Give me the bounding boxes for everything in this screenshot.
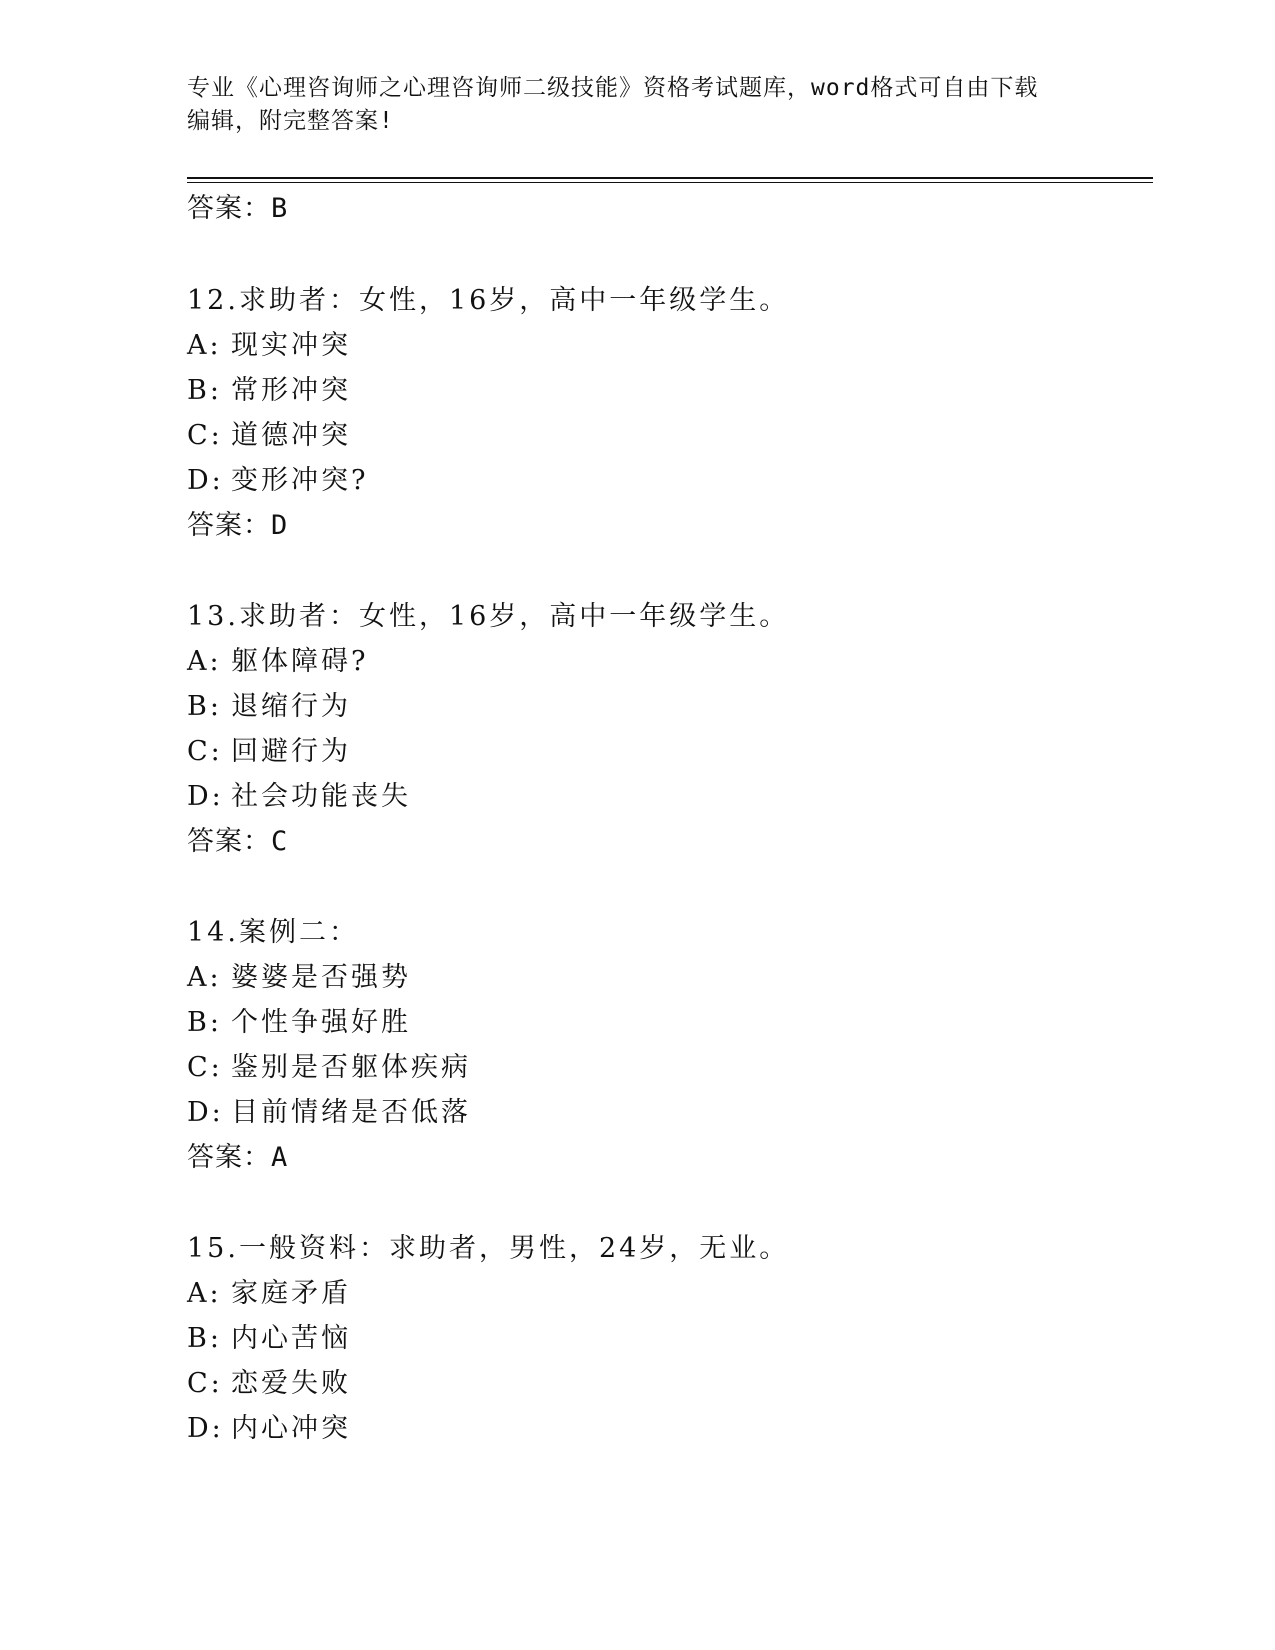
option-text: 家庭矛盾 [231,1278,351,1309]
option-text: 目前情绪是否低落 [231,1097,471,1128]
question-15-option-b [187,1322,351,1356]
question-12-stem: 12.求助者：女性，16岁，高中一年级学生。 [187,285,790,316]
option-text: 个性争强好胜 [231,1007,411,1038]
header-line-1: 专业《心理咨询师之心理咨询师二级技能》资格考试题库，word格式可自由下载 [187,75,1039,101]
option-key: D: [187,1413,224,1444]
question-13-option-a [187,645,368,679]
option-text: 退缩行为 [231,691,351,722]
option-key: C: [187,1368,223,1399]
question-14-stem: 14.案例二： [187,917,359,948]
option-key: A: [187,646,222,677]
question-14-option-a [187,961,411,995]
question-14-option-b [187,1006,411,1040]
question-13-stem: 13.求助者：女性，16岁，高中一年级学生。 [187,601,790,632]
option-key: D: [187,465,224,496]
option-text: 内心苦恼 [231,1323,351,1354]
option-key: C: [187,736,223,767]
option-text: 现实冲突 [231,330,351,361]
option-key: B: [187,691,222,722]
option-key: B: [187,1323,222,1354]
option-key: B: [187,1007,222,1038]
question-12-option-a [187,329,351,363]
option-text: 变形冲突? [231,465,369,496]
option-text: 常形冲突 [231,375,351,406]
option-key: B: [187,375,222,406]
question-13-answer: 答案：C [187,826,289,857]
question-14-option-c [187,1051,471,1085]
question-15-option-c [187,1367,351,1401]
question-12-option-c [187,419,351,453]
question-14-answer: 答案：A [187,1142,289,1173]
question-12-answer: 答案：D [187,510,289,541]
question-15-stem: 15.一般资料：求助者，男性，24岁，无业。 [187,1233,790,1264]
option-key: C: [187,420,223,451]
option-text: 回避行为 [231,736,351,767]
option-key: D: [187,1097,224,1128]
document-header [187,72,1067,138]
option-text: 鉴别是否躯体疾病 [231,1052,471,1083]
question-15-option-a [187,1277,351,1311]
option-text: 躯体障碍? [231,646,369,677]
question-15-option-d [187,1412,351,1446]
option-text: 恋爱失败 [231,1368,351,1399]
option-key: D: [187,781,224,812]
question-12-option-b [187,374,351,408]
answer-previous: 答案：B [187,193,289,224]
option-key: A: [187,330,222,361]
question-12-option-d [187,464,368,498]
option-text: 道德冲突 [231,420,351,451]
header-divider-thin [187,182,1153,183]
question-14-option-d [187,1096,471,1130]
option-key: C: [187,1052,223,1083]
option-text: 社会功能丧失 [231,781,411,812]
header-line-2: 编辑，附完整答案! [187,108,394,134]
option-key: A: [187,962,222,993]
option-text: 婆婆是否强势 [231,962,411,993]
option-text: 内心冲突 [231,1413,351,1444]
question-13-option-b [187,690,351,724]
question-13-option-d [187,780,411,814]
option-key: A: [187,1278,222,1309]
header-divider-thick [187,177,1153,179]
question-13-option-c [187,735,351,769]
